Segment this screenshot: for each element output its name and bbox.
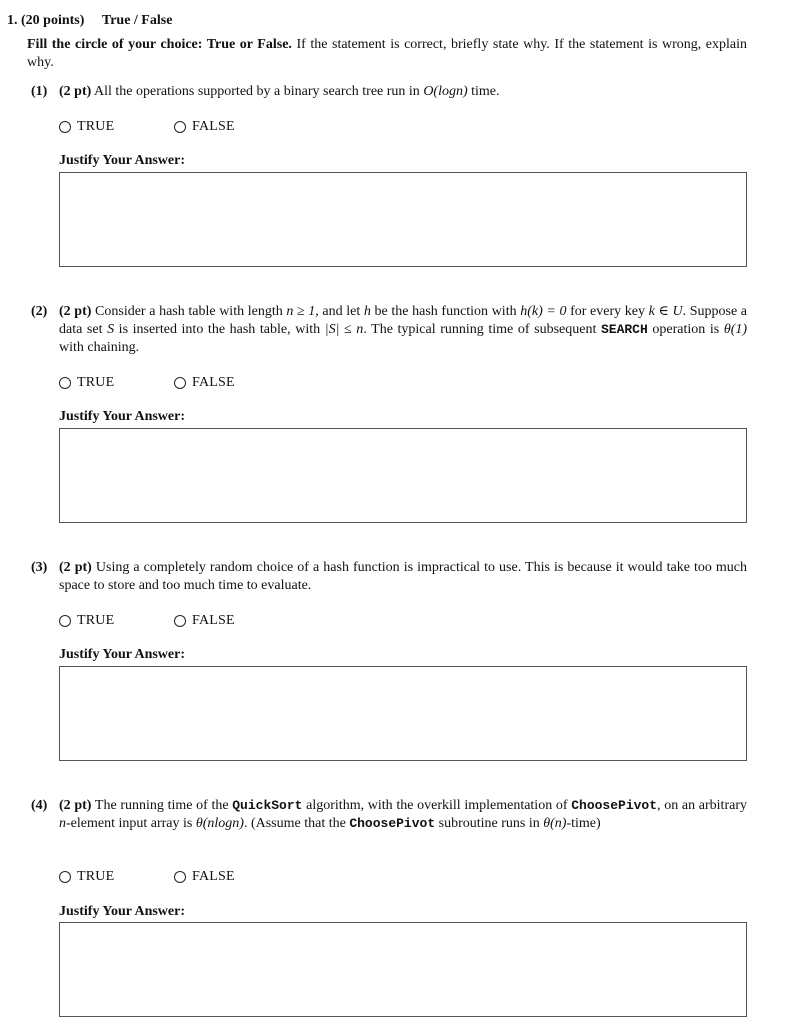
- statement-text: Using a completely random choice of a hash function is impractical to use. This is because it would take too much space to store and too much time to evaluate.: [59, 560, 748, 593]
- statement-text: for every key: [566, 304, 649, 319]
- item-1-answer-box[interactable]: [59, 172, 747, 267]
- code-term: SEARCH: [600, 322, 648, 337]
- statement-text: subroutine runs in: [435, 816, 544, 831]
- item-3-choices: [59, 612, 359, 632]
- instruction-text: If the statement is correct, briefly state why. If the statement is wrong, explain why.: [27, 37, 747, 70]
- statement-text: , on an arbitrary: [657, 798, 747, 813]
- item-4-choices: [59, 868, 359, 888]
- item-number: (1): [31, 84, 48, 99]
- false-label: FALSE: [192, 869, 235, 884]
- true-label: TRUE: [77, 869, 115, 884]
- radio-circle-icon[interactable]: [174, 377, 186, 389]
- question-instruction: [27, 36, 747, 72]
- math-expression: θ(n): [543, 816, 567, 831]
- question-header: [7, 12, 787, 30]
- item-4-false-option[interactable]: [174, 868, 235, 886]
- item-4-justify-label: Justify Your Answer:: [59, 904, 186, 919]
- item-2-answer-box[interactable]: [59, 428, 747, 523]
- instruction-bold: Fill the circle of your choice: True or False.: [27, 37, 292, 52]
- item-3-answer-box[interactable]: [59, 666, 747, 761]
- math-expression: |S| ≤ n: [324, 322, 364, 337]
- statement-text: with chaining.: [59, 340, 140, 355]
- math-expression: h: [363, 304, 371, 319]
- statement-text: , and let: [315, 304, 364, 319]
- statement-text: . Suppose a data set: [59, 304, 747, 337]
- true-label: TRUE: [77, 375, 115, 390]
- code-term: QuickSort: [232, 798, 303, 813]
- statement-text: . The typical running time of subsequent: [363, 322, 601, 337]
- radio-circle-icon[interactable]: [174, 871, 186, 883]
- statement-text: -time): [566, 816, 601, 831]
- item-3-justify-label: Justify Your Answer:: [59, 647, 186, 662]
- item-points: (2 pt): [59, 304, 92, 319]
- item-4-true-option[interactable]: [59, 868, 114, 886]
- statement-text: All the operations supported by a binary search tree run in: [94, 84, 424, 99]
- math-expression: h(k) = 0: [520, 304, 567, 319]
- code-term: ChoosePivot: [349, 816, 436, 831]
- math-expression: n: [59, 816, 66, 831]
- statement-text: be the hash function with: [370, 304, 521, 319]
- math-expression: O(logn): [423, 84, 468, 99]
- statement-text: -element input array is: [66, 816, 196, 831]
- item-3-true-option[interactable]: [59, 612, 114, 630]
- item-4-statement: [31, 797, 747, 833]
- math-expression: θ(1): [723, 322, 748, 337]
- item-1-statement: [31, 83, 747, 101]
- statement-text: The running time of the: [94, 798, 233, 813]
- item-number: (4): [31, 798, 48, 813]
- item-2-statement: [31, 303, 747, 357]
- code-term: ChoosePivot: [571, 798, 658, 813]
- statement-text: is inserted into the hash table, with: [114, 322, 325, 337]
- item-1-choices: [59, 118, 359, 138]
- item-points: (2 pt): [59, 84, 92, 99]
- radio-circle-icon[interactable]: [59, 377, 71, 389]
- item-3-false-option[interactable]: [174, 612, 235, 630]
- item-1-false-option[interactable]: [174, 118, 235, 136]
- item-1-justify-label: Justify Your Answer:: [59, 153, 186, 168]
- item-1-true-option[interactable]: [59, 118, 114, 136]
- item-4-answer-box[interactable]: [59, 922, 747, 1017]
- false-label: FALSE: [192, 119, 235, 134]
- radio-circle-icon[interactable]: [174, 121, 186, 133]
- question-title: True / False: [101, 13, 173, 28]
- math-expression: S: [107, 322, 115, 337]
- statement-text: operation is: [647, 322, 724, 337]
- math-expression: k ∈ U: [648, 304, 683, 319]
- item-2-false-option[interactable]: [174, 374, 235, 392]
- radio-circle-icon[interactable]: [59, 871, 71, 883]
- statement-text: algorithm, with the overkill implementation of: [302, 798, 572, 813]
- question-points: (20 points): [21, 13, 85, 28]
- item-number: (2): [31, 304, 48, 319]
- item-2-true-option[interactable]: [59, 374, 114, 392]
- true-label: TRUE: [77, 613, 115, 628]
- false-label: FALSE: [192, 375, 235, 390]
- false-label: FALSE: [192, 613, 235, 628]
- item-number: (3): [31, 560, 48, 575]
- radio-circle-icon[interactable]: [174, 615, 186, 627]
- item-2-justify-label: Justify Your Answer:: [59, 409, 186, 424]
- math-expression: n ≥ 1: [286, 304, 316, 319]
- math-expression: θ(nlogn): [195, 816, 244, 831]
- statement-text: time.: [467, 84, 500, 99]
- question-number: 1.: [7, 13, 18, 28]
- statement-text: . (Assume that the: [243, 816, 350, 831]
- item-points: (2 pt): [59, 798, 92, 813]
- true-label: TRUE: [77, 119, 115, 134]
- item-2-choices: [59, 374, 359, 394]
- statement-text: Consider a hash table with length: [95, 304, 287, 319]
- item-points: (2 pt): [59, 560, 92, 575]
- item-3-statement: [31, 559, 747, 595]
- radio-circle-icon[interactable]: [59, 615, 71, 627]
- radio-circle-icon[interactable]: [59, 121, 71, 133]
